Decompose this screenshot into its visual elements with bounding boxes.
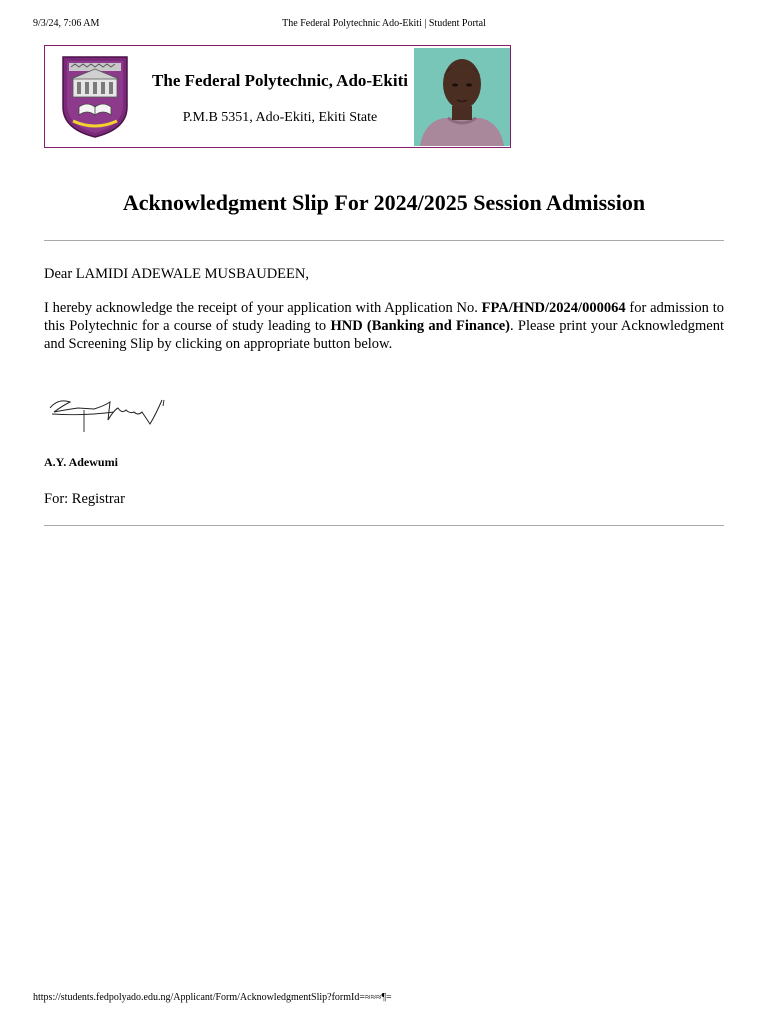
body-text-part2: for admission to this Polytechnic for a course of study leading to (44, 300, 725, 334)
slip-title: Acknowledgment Slip For 2024/2025 Session Admission (122, 190, 646, 215)
applicant-passport-photo (414, 48, 510, 146)
print-page-title: The Federal Polytechnic Ado-Ekiti | Student Portal (282, 18, 486, 29)
acknowledgment-body (44, 299, 724, 353)
letterhead (44, 45, 511, 148)
print-footer-url: https://students.fedpolyado.edu.ng/Applicant/Form/AcknowledgmentSlip?formId=≈≈≈¶= (33, 992, 392, 1003)
salutation: Dear LAMIDI ADEWALE MUSBAUDEEN, (44, 266, 309, 282)
polytechnic-crest-logo (61, 55, 129, 139)
institution-address: P.M.B 5351, Ado-Ekiti, Ekiti State (182, 110, 378, 125)
print-date: 9/3/24, 7:06 AM (33, 18, 100, 29)
signatory-role: For: Registrar (44, 491, 125, 507)
body-text-part1: I hereby acknowledge the receipt of your application with Application No. (44, 300, 478, 316)
print-header (33, 18, 735, 30)
course-name: HND (Banking and Finance) (330, 318, 511, 334)
top-divider (44, 240, 724, 241)
bottom-divider (44, 525, 724, 526)
institution-name: The Federal Polytechnic, Ado-Ekiti (152, 71, 408, 90)
signatory-name: A.Y. Adewumi (44, 455, 118, 469)
registrar-signature (44, 390, 174, 438)
application-number: FPA/HND/2024/000064 (481, 300, 626, 316)
body-text-part3: . Please print your Acknowledgment and Screening Slip by clicking on appropriate button below. (44, 318, 724, 352)
